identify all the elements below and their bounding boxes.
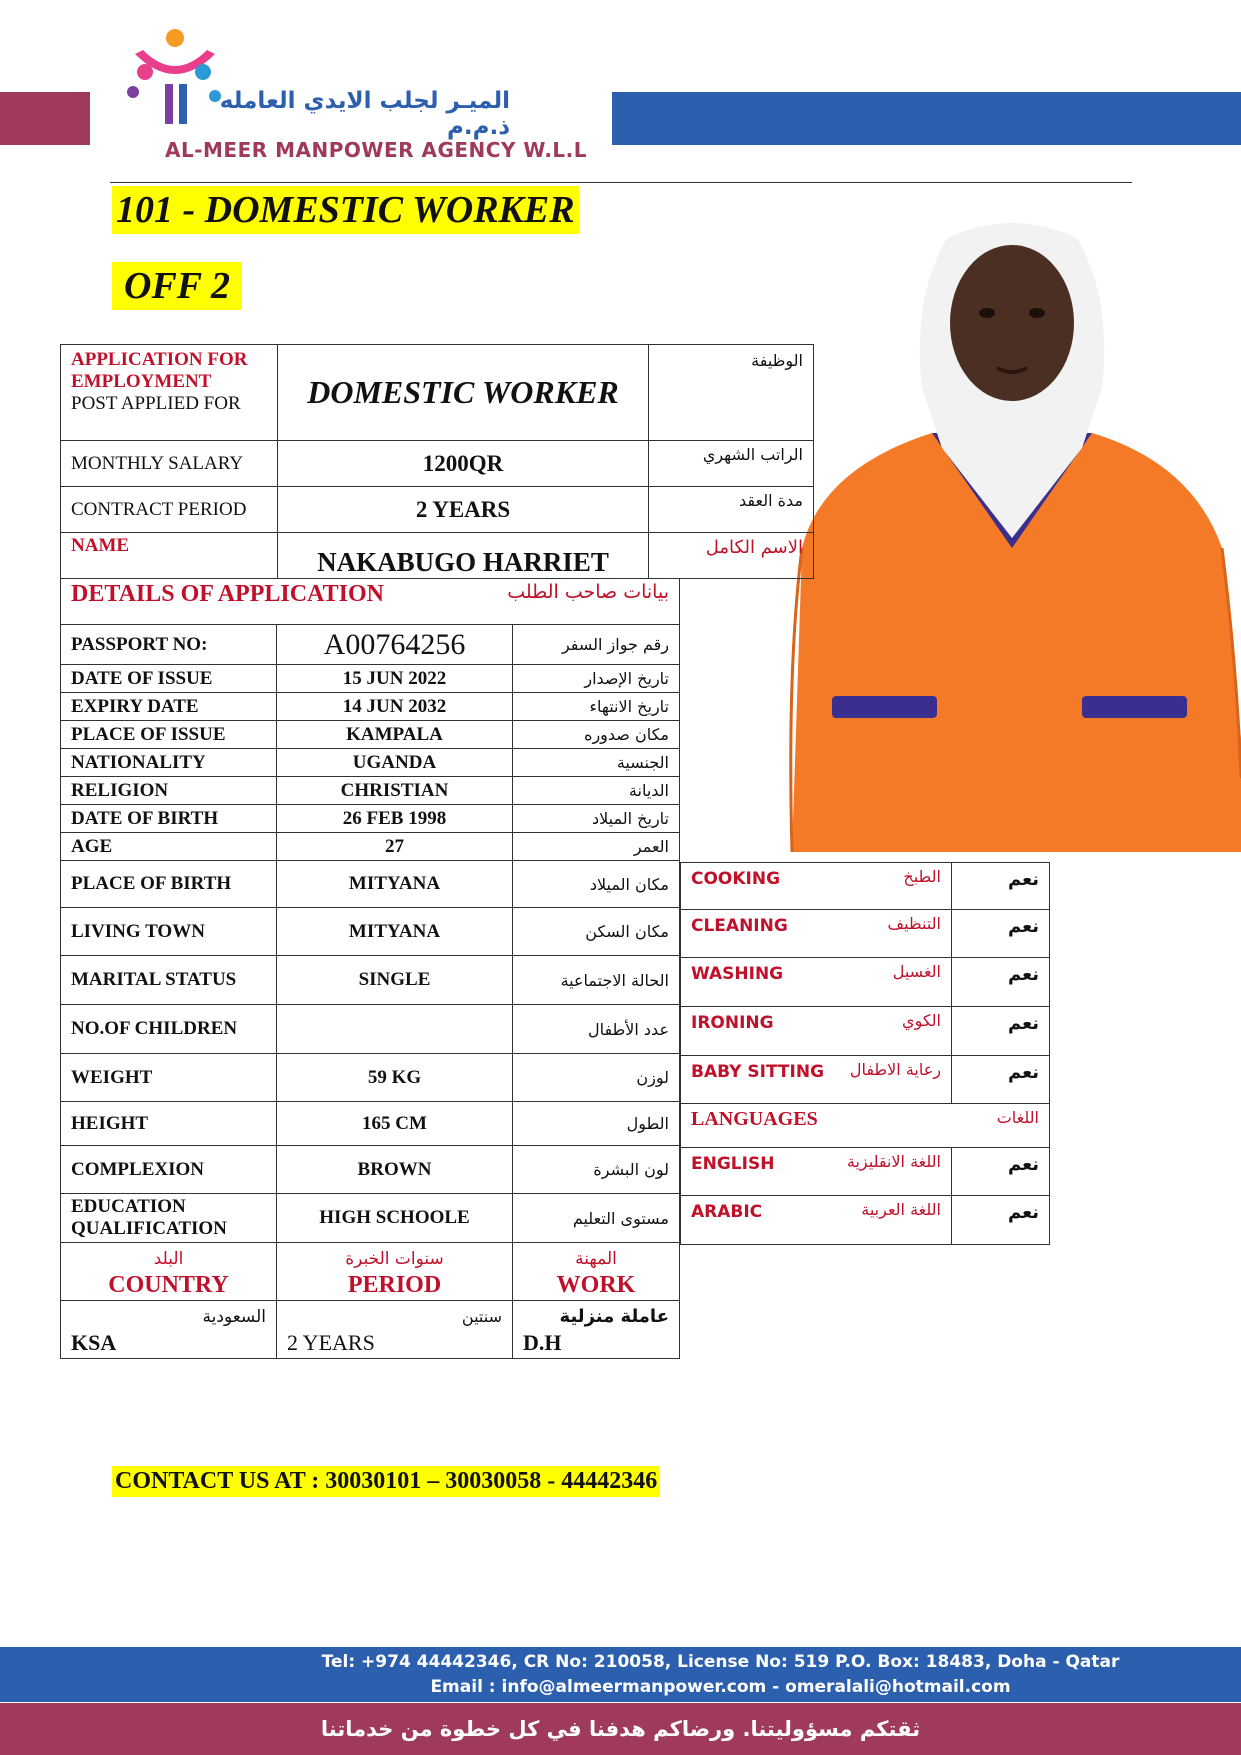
skill-babysitting: [681, 1056, 952, 1104]
experience-row: [61, 1301, 680, 1359]
work-header-ar: المهنة: [575, 1248, 617, 1269]
language-english: [681, 1148, 952, 1196]
skill-cleaning-ar: التنظيف: [887, 914, 941, 933]
table-row: [61, 777, 680, 805]
place-of-birth-value: MITYANA: [277, 861, 513, 908]
header-band-left: [0, 92, 90, 145]
name-value: NAKABUGO HARRIET: [278, 533, 649, 579]
dob-label-ar: تاريخ الميلاد: [513, 805, 680, 833]
logo-arabic-text: الميـر لجلب الايدي العامله ذ.م.م: [219, 88, 510, 140]
page-subtitle: OFF 2: [112, 262, 242, 310]
table-row: [61, 1005, 680, 1054]
complexion-label: COMPLEXION: [61, 1146, 277, 1194]
living-town-value: MITYANA: [277, 908, 513, 956]
table-row: [61, 1146, 680, 1194]
height-value: 165 CM: [277, 1102, 513, 1146]
period-header-ar: سنوات الخبرة: [345, 1248, 444, 1269]
skill-cooking-yes: نعم: [952, 863, 1050, 910]
skill-cooking-ar: الطبخ: [903, 867, 941, 886]
salary-label: MONTHLY SALARY: [61, 441, 278, 487]
nationality-value: UGANDA: [277, 749, 513, 777]
nationality-label-ar: الجنسية: [513, 749, 680, 777]
place-of-birth-label-ar: مكان الميلاد: [513, 861, 680, 908]
experience-country-ar: السعودية: [202, 1306, 266, 1327]
table-row: [61, 1194, 680, 1243]
details-table: [60, 578, 680, 1359]
period-header-en: PERIOD: [347, 1271, 442, 1298]
experience-period: [277, 1301, 513, 1359]
details-heading-ar: بيانات صاحب الطلب: [507, 581, 669, 603]
footer-slogan: ثقتكم مسؤوليتنا. ورضاكم هدفنا في كل خطوة من خدماتنا: [0, 1703, 1241, 1755]
experience-country: [61, 1301, 277, 1359]
salary-value: 1200QR: [278, 441, 649, 487]
education-value: HIGH SCHOOLE: [277, 1194, 513, 1243]
marital-status-label: MARITAL STATUS: [61, 956, 277, 1005]
expiry-date-label: EXPIRY DATE: [61, 693, 277, 721]
skill-ironing: [681, 1007, 952, 1056]
education-label: EDUCATION QUALIFICATION: [61, 1194, 277, 1243]
details-heading: DETAILS OF APPLICATION: [71, 581, 384, 607]
post-label-cell: [61, 345, 278, 441]
languages-heading: LANGUAGES: [691, 1108, 818, 1130]
place-of-issue-label-ar: مكان صدوره: [513, 721, 680, 749]
weight-label-ar: لوزن: [513, 1054, 680, 1102]
age-label: AGE: [61, 833, 277, 861]
application-label: APPLICATION FOR EMPLOYMENT: [71, 349, 248, 392]
table-row: [61, 908, 680, 956]
passport-value: A00764256: [277, 625, 513, 665]
expiry-date-value: 14 JUN 2032: [277, 693, 513, 721]
religion-value: CHRISTIAN: [277, 777, 513, 805]
skill-ironing-en: IRONING: [691, 1013, 774, 1033]
skills-table: [680, 862, 1050, 1245]
language-arabic: [681, 1196, 952, 1245]
issue-date-value: 15 JUN 2022: [277, 665, 513, 693]
dob-label: DATE OF BIRTH: [61, 805, 277, 833]
logo-english-text: AL-MEER MANPOWER AGENCY W.L.L: [165, 138, 588, 162]
table-row: [61, 861, 680, 908]
languages-heading-cell: [681, 1104, 1050, 1148]
applicant-photo: [782, 218, 1241, 852]
experience-period-ar: سنتين: [461, 1306, 502, 1326]
employment-table: [60, 344, 814, 579]
passport-label-ar: رقم جواز السفر: [513, 625, 680, 665]
skill-washing-yes: نعم: [952, 958, 1050, 1007]
post-label-ar: الوظيفة: [649, 345, 814, 441]
experience-period-en: 2 YEARS: [287, 1329, 375, 1355]
children-label-ar: عدد الأطفال: [513, 1005, 680, 1054]
living-town-label-ar: مكان السكن: [513, 908, 680, 956]
header-divider: [110, 182, 1132, 183]
post-label: POST APPLIED FOR: [71, 393, 241, 414]
skill-washing-en: WASHING: [691, 964, 784, 984]
children-label: NO.OF CHILDREN: [61, 1005, 277, 1054]
table-row: [61, 693, 680, 721]
table-row: [61, 1054, 680, 1102]
contract-label-ar: مدة العقد: [649, 487, 814, 533]
table-row: [61, 721, 680, 749]
height-label-ar: الطول: [513, 1102, 680, 1146]
religion-label-ar: الديانة: [513, 777, 680, 805]
country-header-en: COUNTRY: [108, 1271, 229, 1298]
skill-cleaning: [681, 910, 952, 958]
language-english-en: ENGLISH: [691, 1154, 775, 1174]
language-arabic-ar: اللغة العربية: [861, 1200, 941, 1219]
issue-date-label-ar: تاريخ الإصدار: [513, 665, 680, 693]
skill-cooking: [681, 863, 952, 910]
footer-email: Email : info@almeermanpower.com - omeralali@hotmail.com: [430, 1677, 1011, 1697]
place-of-birth-label: PLACE OF BIRTH: [61, 861, 277, 908]
header-band-right: [612, 92, 1241, 145]
place-of-issue-value: KAMPALA: [277, 721, 513, 749]
language-row: [681, 1148, 1050, 1196]
age-value: 27: [277, 833, 513, 861]
skill-cleaning-en: CLEANING: [691, 916, 788, 936]
footer-address: Tel: +974 44442346, CR No: 210058, License No: 519 P.O. Box: 18483, Doha - Qatar: [321, 1652, 1120, 1672]
nationality-label: NATIONALITY: [61, 749, 277, 777]
table-row: [61, 749, 680, 777]
religion-label: RELIGION: [61, 777, 277, 805]
table-row: [61, 956, 680, 1005]
languages-heading-ar: اللغات: [996, 1108, 1039, 1127]
skill-row: [681, 1007, 1050, 1056]
experience-work-en: D.H: [523, 1329, 562, 1355]
post-value: DOMESTIC WORKER: [278, 345, 649, 441]
issue-date-label: DATE OF ISSUE: [61, 665, 277, 693]
contract-value: 2 YEARS: [278, 487, 649, 533]
period-header: [277, 1243, 513, 1301]
salary-label-ar: الراتب الشهري: [649, 441, 814, 487]
work-header-en: WORK: [556, 1271, 636, 1298]
complexion-label-ar: لون البشرة: [513, 1146, 680, 1194]
experience-work: [513, 1301, 680, 1359]
page-title: 101 - DOMESTIC WORKER: [112, 186, 579, 234]
contact-line: CONTACT US AT : 30030101 – 30030058 - 44442346: [112, 1466, 660, 1497]
dob-value: 26 FEB 1998: [277, 805, 513, 833]
children-value: [277, 1005, 513, 1054]
skill-washing-ar: الغسيل: [892, 962, 941, 981]
experience-work-ar: عاملة منزلية: [559, 1305, 669, 1327]
skill-ironing-yes: نعم: [952, 1007, 1050, 1056]
skill-cooking-en: COOKING: [691, 869, 781, 889]
language-arabic-yes: نعم: [952, 1196, 1050, 1245]
details-heading-cell: [61, 579, 680, 625]
weight-value: 59 KG: [277, 1054, 513, 1102]
weight-label: WEIGHT: [61, 1054, 277, 1102]
skill-cleaning-yes: نعم: [952, 910, 1050, 958]
skill-row: [681, 1056, 1050, 1104]
table-row: [61, 833, 680, 861]
work-header: [513, 1243, 680, 1301]
living-town-label: LIVING TOWN: [61, 908, 277, 956]
complexion-value: BROWN: [277, 1146, 513, 1194]
passport-label: PASSPORT NO:: [61, 625, 277, 665]
skill-row: [681, 958, 1050, 1007]
expiry-date-label-ar: تاريخ الانتهاء: [513, 693, 680, 721]
contract-label: CONTRACT PERIOD: [61, 487, 278, 533]
name-label-ar: الاسم الكامل: [649, 533, 814, 579]
skill-babysitting-ar: رعاية الاطفال: [849, 1060, 941, 1079]
name-label: NAME: [61, 533, 278, 579]
skill-ironing-ar: الكوي: [902, 1011, 941, 1030]
country-header: [61, 1243, 277, 1301]
language-english-yes: نعم: [952, 1148, 1050, 1196]
place-of-issue-label: PLACE OF ISSUE: [61, 721, 277, 749]
table-row: [61, 805, 680, 833]
language-row: [681, 1196, 1050, 1245]
skill-babysitting-en: BABY SITTING: [691, 1062, 825, 1082]
experience-country-en: KSA: [71, 1329, 117, 1355]
age-label-ar: العمر: [513, 833, 680, 861]
marital-status-label-ar: الحالة الاجتماعية: [513, 956, 680, 1005]
skill-row: [681, 863, 1050, 910]
marital-status-value: SINGLE: [277, 956, 513, 1005]
education-label-ar: مستوى التعليم: [513, 1194, 680, 1243]
language-english-ar: اللغة الانقليزية: [846, 1152, 941, 1171]
table-row: [61, 625, 680, 665]
skill-washing: [681, 958, 952, 1007]
language-arabic-en: ARABIC: [691, 1202, 763, 1222]
skill-babysitting-yes: نعم: [952, 1056, 1050, 1104]
skill-row: [681, 910, 1050, 958]
table-row: [61, 1102, 680, 1146]
height-label: HEIGHT: [61, 1102, 277, 1146]
country-header-ar: البلد: [153, 1248, 184, 1269]
table-row: [61, 665, 680, 693]
footer-info: [0, 1647, 1241, 1702]
languages-row: [681, 1104, 1050, 1148]
